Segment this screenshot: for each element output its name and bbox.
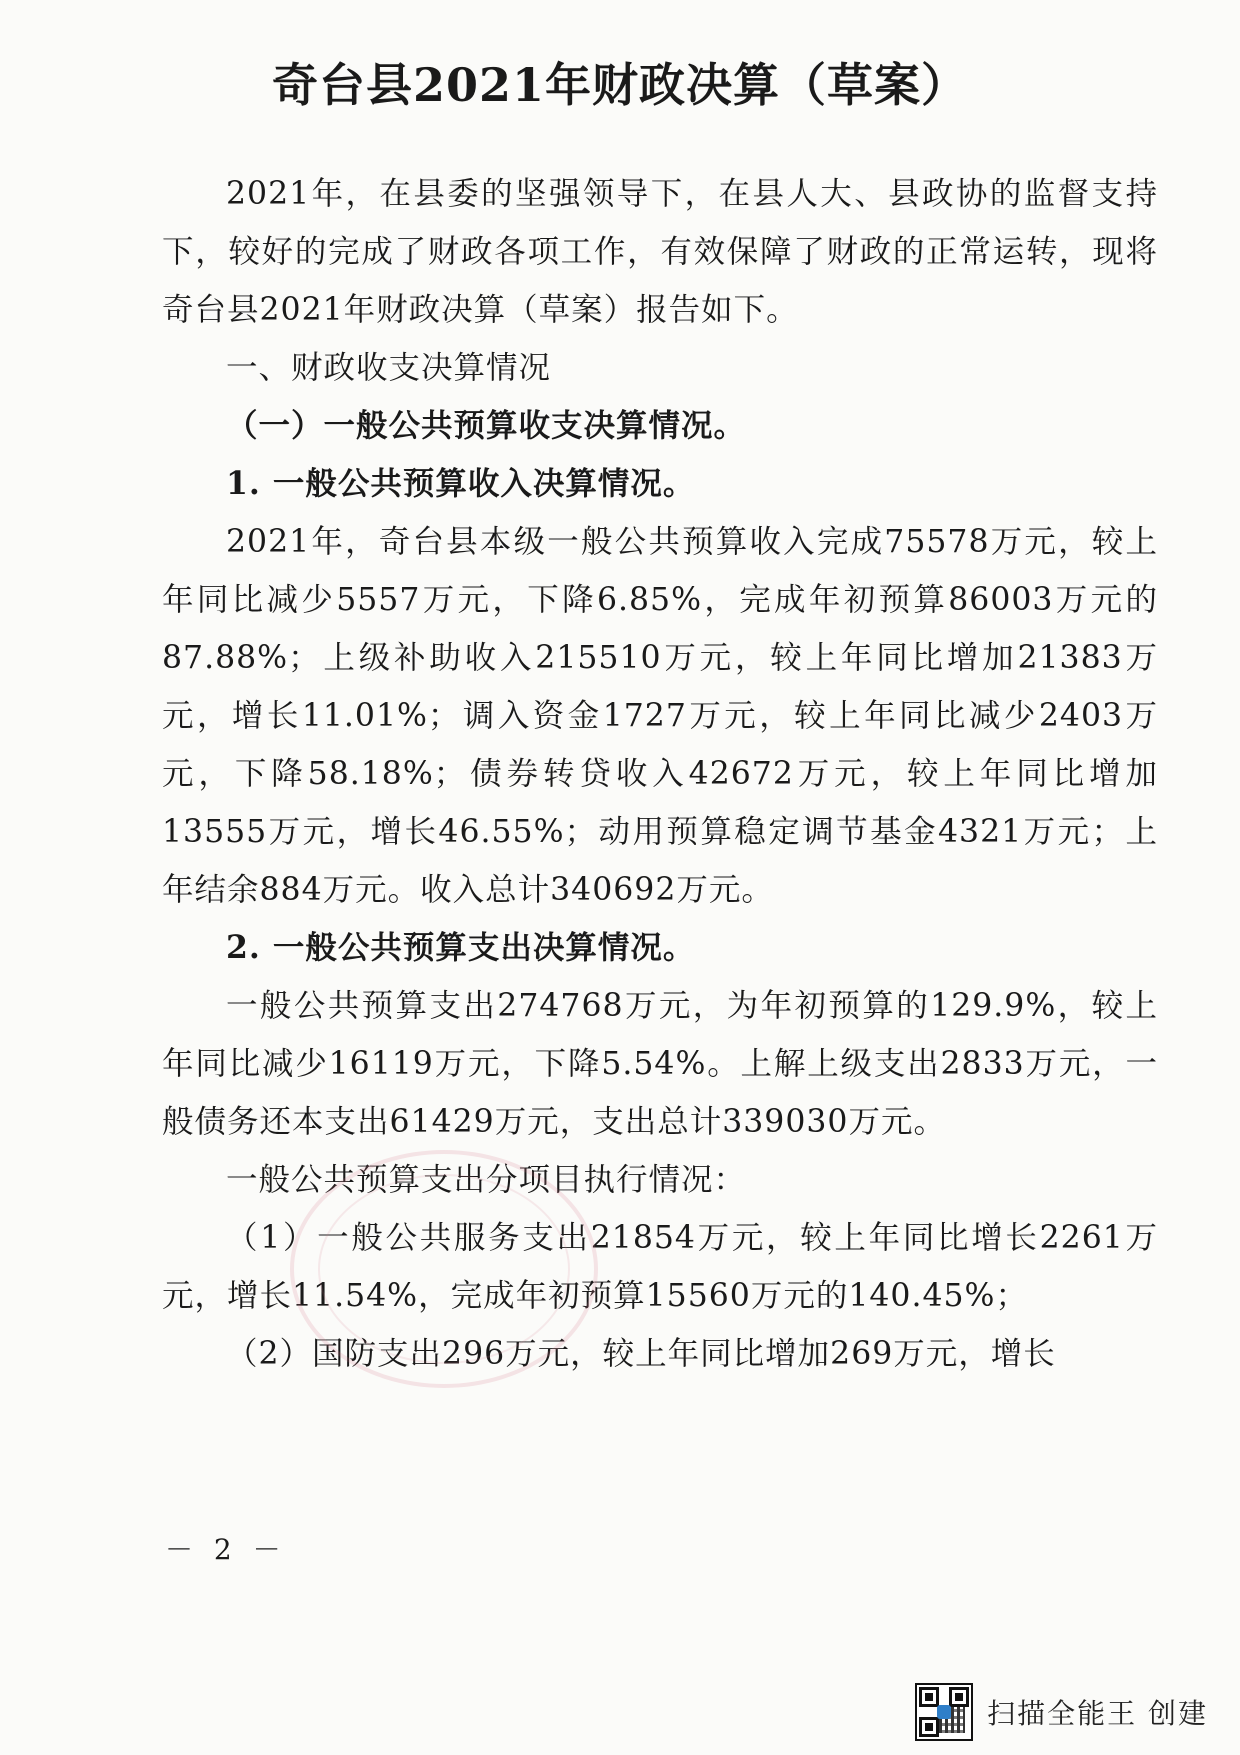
- expenditure-items-intro: 一般公共预算支出分项目执行情况：: [226, 1162, 747, 1198]
- expenditure-paragraph: 一般公共预算支出274768万元，为年初预算的129.9%，较上年同比减少16119万元，下降5.54%。上解上级支出2833万元，一般债务还本支出61429万元，支出总计339030万元。: [162, 988, 1158, 1140]
- item-heading-revenue: 1. 一般公共预算收入决算情况。: [226, 465, 696, 502]
- revenue-paragraph: 2021年，奇台县本级一般公共预算收入完成75578万元，较上年同比减少5557万元，下降6.85%，完成年初预算86003万元的87.88%；上级补助收入215510万元，较上年同比增加21383万元，增长11.01%；调入资金1727万元，较上年同比减少2403万元，下降58.18%；债券转贷收入42672万元，较上年同比增加13555万元，增长46.55%；动用预算稳定调节基金4321万元；上年结余884万元。收入总计340692万元。: [162, 524, 1158, 908]
- subsection-heading-1: （一）一般公共预算收支决算情况。: [226, 407, 747, 444]
- scanner-watermark: [915, 1683, 1208, 1741]
- scanner-label: 扫描全能王 创建: [987, 1697, 1208, 1730]
- qr-code-icon: [915, 1683, 973, 1741]
- intro-paragraph: 2021年，在县委的坚强领导下，在县人大、县政协的监督支持下，较好的完成了财政各项工作，有效保障了财政的正常运转，现将奇台县2021年财政决算（草案）报告如下。: [162, 176, 1158, 328]
- item-heading-expenditure: 2. 一般公共预算支出决算情况。: [226, 929, 696, 966]
- expenditure-item-1: （1）一般公共服务支出21854万元，较上年同比增长2261万元，增长11.54%，完成年初预算15560万元的140.45%；: [162, 1220, 1158, 1314]
- expenditure-item-2: （2）国防支出296万元，较上年同比增加269万元，增长: [226, 1336, 1056, 1372]
- page-number: － 2 －: [165, 1533, 287, 1566]
- section-heading-1: 一、财政收支决算情况: [226, 350, 552, 386]
- document-body: [162, 165, 1158, 1383]
- document-title: 奇台县2021年财政决算（草案）: [271, 58, 969, 112]
